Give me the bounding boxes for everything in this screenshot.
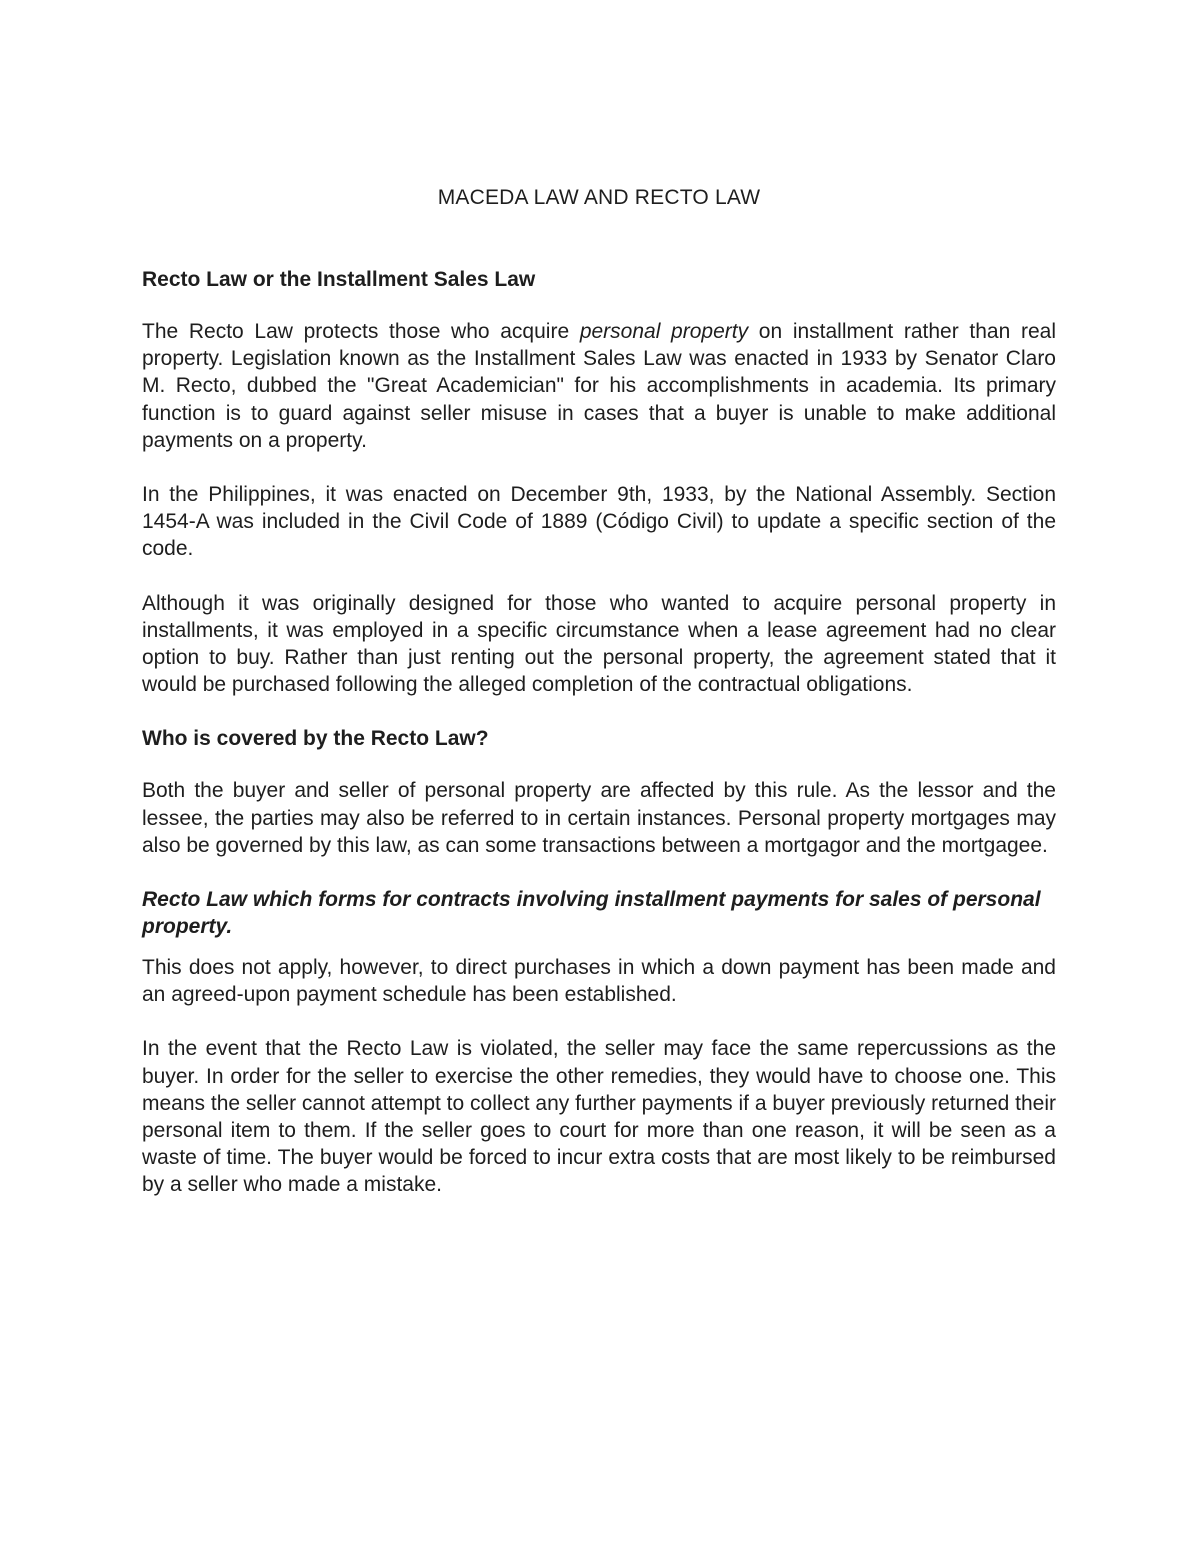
paragraph-coverage: Both the buyer and seller of personal property are affected by this rule. As the lessor and the lessee, the parties may also be referred to in certain instances. Personal property mortgages may also be governed by this law, as can some transactions between a mortgagor and the mortgagee. xyxy=(142,779,1056,857)
document-page xyxy=(142,186,1056,1226)
paragraph-text: on installment rather than real property. Legislation known as the Installment Sales Law was enacted in 1933 by Senator Claro M. Recto, dubbed the "Great Academician" for his accomplishments in academia. Its primary function is to guard against seller misuse in cases that a buyer is unable to make additional payments on a property. xyxy=(142,320,1056,452)
paragraph-exceptions: This does not apply, however, to direct purchases in which a down payment has been made and an agreed-upon payment schedule has been established. xyxy=(142,956,1056,1007)
paragraph-original-design: Although it was originally designed for those who wanted to acquire personal property in installments, it was employed in a specific circumstance when a lease agreement had no clear option to buy. Rather than just renting out the personal property, the agreement stated that it would be purchased following the alleged completion of the contractual obligations. xyxy=(142,591,1056,697)
section-heading-installment-sales-law: Recto Law or the Installment Sales Law xyxy=(142,268,536,291)
emphasis-personal-property: personal property xyxy=(579,320,749,343)
section-heading-installment-contracts: Recto Law which forms for contracts involving installment payments for sales of personal property. xyxy=(142,888,1041,939)
paragraph-violation: In the event that the Recto Law is violated, the seller may face the same repercussions as the buyer. In order for the seller to exercise the other remedies, they would have to choose one. This means the seller cannot attempt to collect any further payments if a buyer previously returned their personal item to them. If the seller goes to court for more than one reason, it will be seen as a waste of time. The buyer would be forced to incur extra costs that are most likely to be reimbursed by a seller who made a mistake. xyxy=(142,1037,1056,1197)
paragraph-recto-intro xyxy=(142,318,1056,454)
document-title: MACEDA LAW AND RECTO LAW xyxy=(437,186,761,209)
section-heading-who-is-covered: Who is covered by the Recto Law? xyxy=(142,727,489,751)
paragraph-enactment: In the Philippines, it was enacted on December 9th, 1933, by the National Assembly. Section 1454-A was included in the Civil Code of 1889 (Código Civil) to update a specific section of the code. xyxy=(142,483,1056,561)
paragraph-text: The Recto Law protects those who acquire xyxy=(142,320,580,343)
